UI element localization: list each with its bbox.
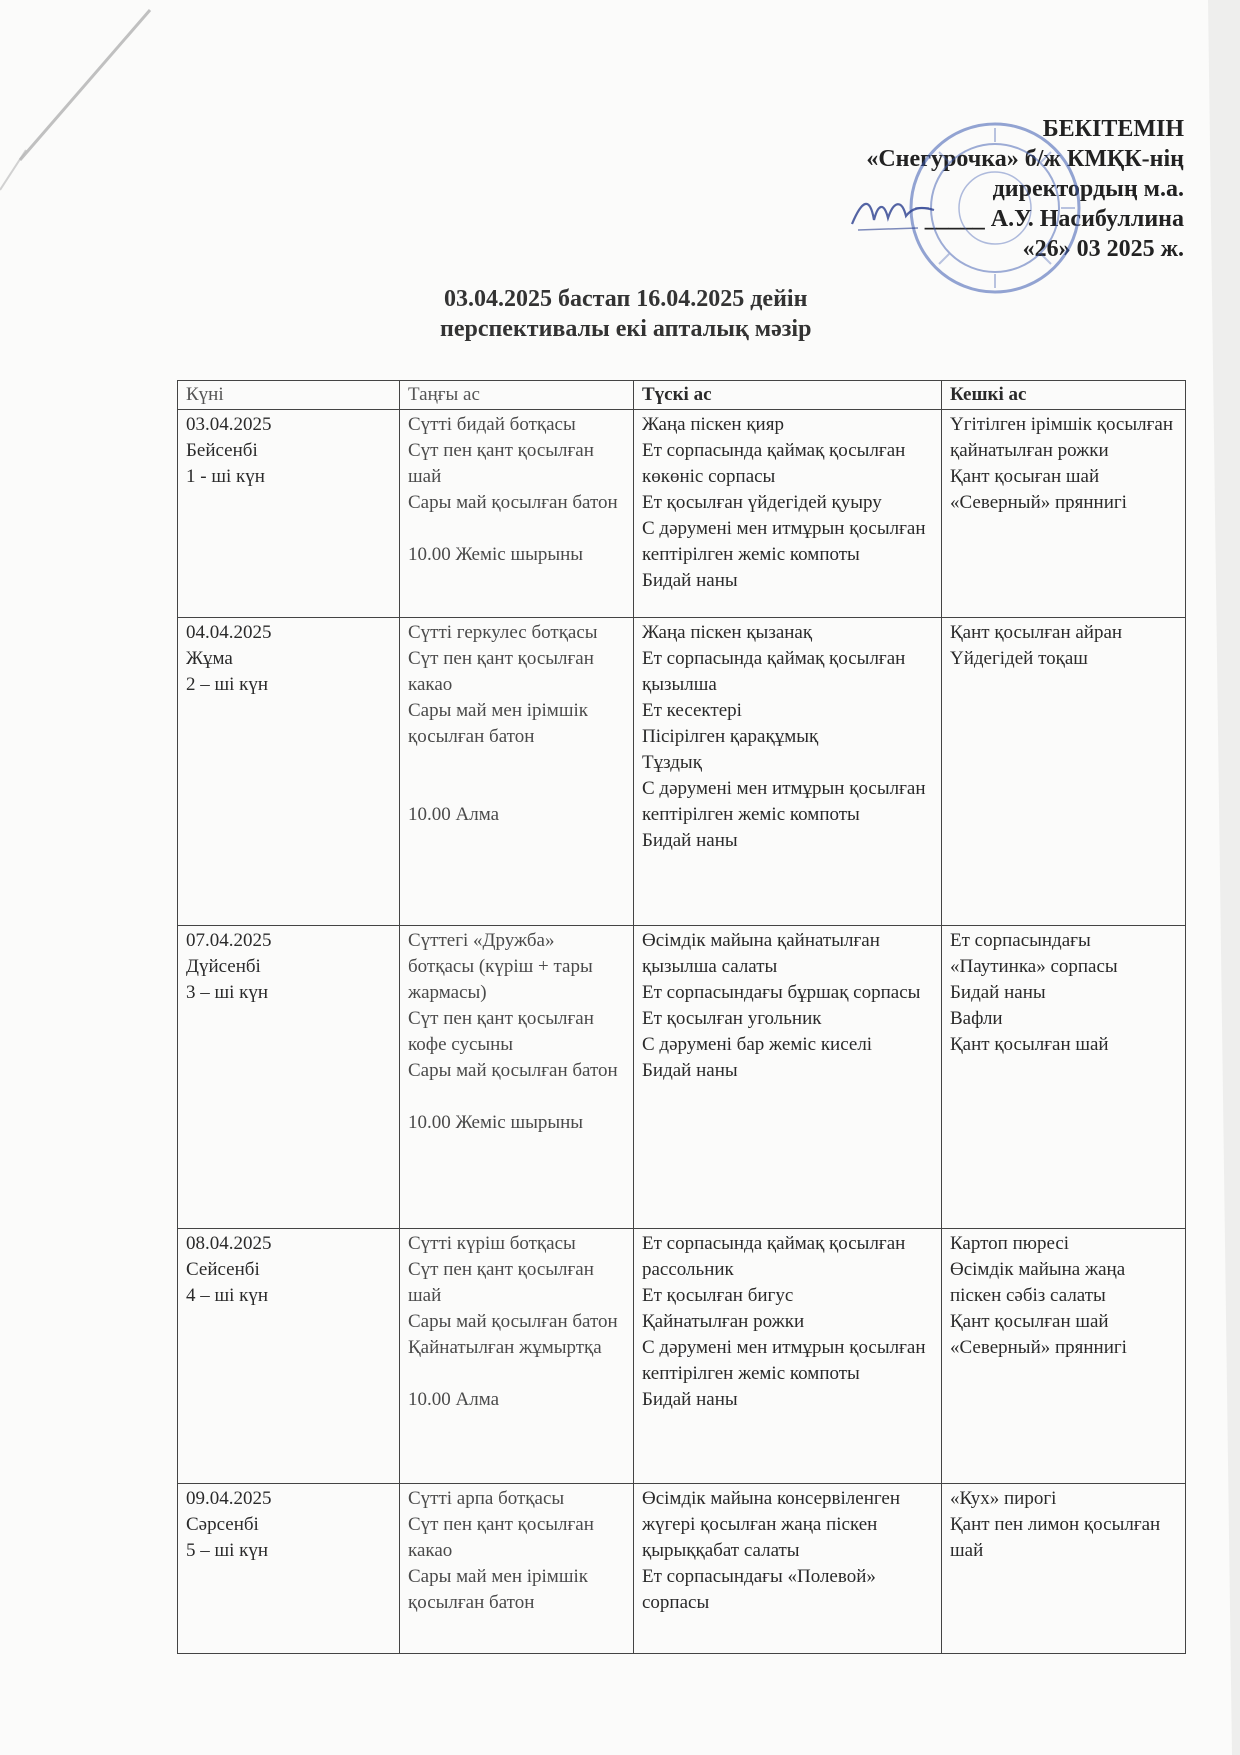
dinner-cell xyxy=(942,1484,1186,1654)
day-line: Жұма xyxy=(186,648,233,669)
day-line: 1 - ші күн xyxy=(186,466,265,487)
lunch-line: Ет сорпасындағы «Полевой» сорпасы xyxy=(642,1566,876,1613)
day-line: 5 – ші күн xyxy=(186,1540,269,1561)
title-menu-name: перспективалы екі апталық мәзір xyxy=(440,316,812,342)
breakfast-line: Қайнатылған жұмыртқа xyxy=(408,1337,602,1358)
lunch-line: Пісірілген қарақұмық xyxy=(642,726,819,747)
day-cell xyxy=(178,1484,400,1654)
table-row xyxy=(178,926,1186,1229)
header-dinner: Кешкі ас xyxy=(942,381,1186,410)
breakfast-line: Сүт пен қант қосылған какао xyxy=(408,648,594,695)
day-line: 08.04.2025 xyxy=(186,1233,272,1254)
dinner-line: Өсімдік майына жаңа піскен сәбіз салаты xyxy=(950,1259,1126,1306)
lunch-cell xyxy=(634,1484,942,1654)
lunch-cell xyxy=(634,926,942,1229)
approval-date: «26» 03 2025 ж. xyxy=(1022,236,1184,262)
dinner-line: «Северный» пряннигі xyxy=(950,492,1127,513)
day-line: Дүйсенбі xyxy=(186,956,261,977)
dinner-cell xyxy=(942,1229,1186,1484)
line-gap xyxy=(408,776,625,802)
day-line: 03.04.2025 xyxy=(186,414,272,435)
lunch-cell xyxy=(634,1229,942,1484)
table-row xyxy=(178,1484,1186,1654)
lunch-line: Тұздық xyxy=(642,752,702,773)
lunch-line: Ет сорпасында қаймақ қосылған рассольник xyxy=(642,1233,906,1280)
day-cell xyxy=(178,1229,400,1484)
dinner-line: Қант қосылған айран xyxy=(950,622,1123,643)
day-line: Бейсенбі xyxy=(186,440,258,461)
lunch-cell xyxy=(634,618,942,926)
lunch-line: Ет қосылған угольник xyxy=(642,1008,822,1029)
dinner-line: Қант қосылған шай xyxy=(950,1311,1109,1332)
day-line: 4 – ші күн xyxy=(186,1285,269,1306)
dinner-line: Қант қосылған шай xyxy=(950,1034,1109,1055)
lunch-line: Бидай наны xyxy=(642,570,738,591)
lunch-line: Ет сорпасындағы бұршақ сорпасы xyxy=(642,982,921,1003)
lunch-line: Ет кесектері xyxy=(642,700,742,721)
table-row xyxy=(178,410,1186,618)
dinner-line: Бидай наны xyxy=(950,982,1046,1003)
header-day: Күні xyxy=(178,381,400,410)
breakfast-line: 10.00 Жеміс шырыны xyxy=(408,1112,584,1133)
title-period: 03.04.2025 бастап 16.04.2025 дейін xyxy=(444,286,808,312)
day-line: 09.04.2025 xyxy=(186,1488,272,1509)
lunch-line: Ет сорпасында қаймақ қосылған көкөніс сорпасы xyxy=(642,440,906,487)
dinner-line: Қант қосыған шай xyxy=(950,466,1100,487)
document-title xyxy=(440,284,811,344)
breakfast-line: Сары май мен ірімшік қосылған батон xyxy=(408,700,588,747)
breakfast-line: Сары май қосылған батон xyxy=(408,492,618,513)
line-gap xyxy=(408,750,625,776)
breakfast-line: Сары май мен ірімшік қосылған батон xyxy=(408,1566,588,1613)
lunch-line: Бидай наны xyxy=(642,830,738,851)
breakfast-line: Сары май қосылған батон xyxy=(408,1060,618,1081)
day-line: 04.04.2025 xyxy=(186,622,272,643)
breakfast-line: Сүтті арпа ботқасы xyxy=(408,1488,565,1509)
approval-signatory: _____ А.У. Насибуллина xyxy=(924,206,1184,232)
table-row xyxy=(178,618,1186,926)
dinner-line: Ет сорпасындағы «Паутинка» сорпасы xyxy=(950,930,1118,977)
breakfast-line: Сары май қосылған батон xyxy=(408,1311,618,1332)
line-gap xyxy=(408,1361,625,1387)
breakfast-line: Сүт пен қант қосылған шай xyxy=(408,440,594,487)
breakfast-line: Сүтті күріш ботқасы xyxy=(408,1233,576,1254)
breakfast-cell xyxy=(400,1484,634,1654)
dinner-line: «Кух» пирогі xyxy=(950,1488,1057,1509)
day-line: 2 – ші күн xyxy=(186,674,269,695)
lunch-line: Қайнатылған рожки xyxy=(642,1311,805,1332)
lunch-line: С дәрумені мен итмұрын қосылған кептірілген жеміс компоты xyxy=(642,778,926,825)
breakfast-line: Сүт пен қант қосылған шай xyxy=(408,1259,594,1306)
table-row xyxy=(178,1229,1186,1484)
header-lunch: Түскі ас xyxy=(634,381,942,410)
day-cell xyxy=(178,618,400,926)
day-line: Сейсенбі xyxy=(186,1259,260,1280)
breakfast-line: 10.00 Алма xyxy=(408,1389,500,1410)
day-line: Сәрсенбі xyxy=(186,1514,259,1535)
breakfast-line: Сүтті геркулес ботқасы xyxy=(408,622,598,643)
day-line: 3 – ші күн xyxy=(186,982,269,1003)
lunch-line: Жаңа піскен қызанақ xyxy=(642,622,813,643)
dinner-line: Картоп пюресі xyxy=(950,1233,1070,1254)
dinner-line: Үйдегідей тоқаш xyxy=(950,648,1088,669)
day-cell xyxy=(178,410,400,618)
header-row xyxy=(178,381,1186,410)
dinner-line: Үгітілген ірімшік қосылған қайнатылған рожки xyxy=(950,414,1173,461)
menu-table xyxy=(177,380,1186,1654)
breakfast-line: Сүттегі «Дружба» ботқасы (күріш + тары жармасы) xyxy=(408,930,593,1003)
dinner-cell xyxy=(942,926,1186,1229)
approval-position: директордың м.а. xyxy=(992,176,1184,202)
breakfast-line: Сүтті бидай ботқасы xyxy=(408,414,576,435)
lunch-line: Ет қосылған бигус xyxy=(642,1285,794,1306)
day-line: 07.04.2025 xyxy=(186,930,272,951)
breakfast-cell xyxy=(400,410,634,618)
dinner-line: Вафли xyxy=(950,1008,1003,1029)
lunch-line: Ет сорпасында қаймақ қосылған қызылша xyxy=(642,648,906,695)
lunch-line: С дәрумені бар жеміс киселі xyxy=(642,1034,873,1055)
lunch-line: Жаңа піскен қияр xyxy=(642,414,784,435)
line-gap xyxy=(408,516,625,542)
breakfast-cell xyxy=(400,926,634,1229)
lunch-line: Бидай наны xyxy=(642,1389,738,1410)
dinner-cell xyxy=(942,618,1186,926)
dinner-line: «Северный» пряннигі xyxy=(950,1337,1127,1358)
dinner-cell xyxy=(942,410,1186,618)
breakfast-cell xyxy=(400,1229,634,1484)
lunch-cell xyxy=(634,410,942,618)
breakfast-line: Сүт пен қант қосылған кофе сусыны xyxy=(408,1008,594,1055)
breakfast-line: Сүт пен қант қосылған какао xyxy=(408,1514,594,1561)
breakfast-line: 10.00 Жеміс шырыны xyxy=(408,544,584,565)
header-breakfast: Таңғы ас xyxy=(400,381,634,410)
day-cell xyxy=(178,926,400,1229)
approval-block xyxy=(866,114,1184,264)
dinner-line: Қант пен лимон қосылған шай xyxy=(950,1514,1161,1561)
approval-organization: «Снегурочка» б/ж КМҚК-нің xyxy=(866,146,1184,172)
lunch-line: Бидай наны xyxy=(642,1060,738,1081)
approval-heading: БЕКІТЕМІН xyxy=(1042,116,1184,142)
lunch-line: С дәрумені мен итмұрын қосылған кептірілген жеміс компоты xyxy=(642,1337,926,1384)
lunch-line: С дәрумені мен итмұрын қосылған кептірілген жеміс компоты xyxy=(642,518,926,565)
lunch-line: Өсімдік майына қайнатылған қызылша салаты xyxy=(642,930,880,977)
breakfast-cell xyxy=(400,618,634,926)
breakfast-line: 10.00 Алма xyxy=(408,804,500,825)
lunch-line: Өсімдік майына консервіленген жүгері қосылған жаңа піскен қырыққабат салаты xyxy=(642,1488,901,1561)
line-gap xyxy=(408,1084,625,1110)
lunch-line: Ет қосылған үйдегідей қуыру xyxy=(642,492,882,513)
